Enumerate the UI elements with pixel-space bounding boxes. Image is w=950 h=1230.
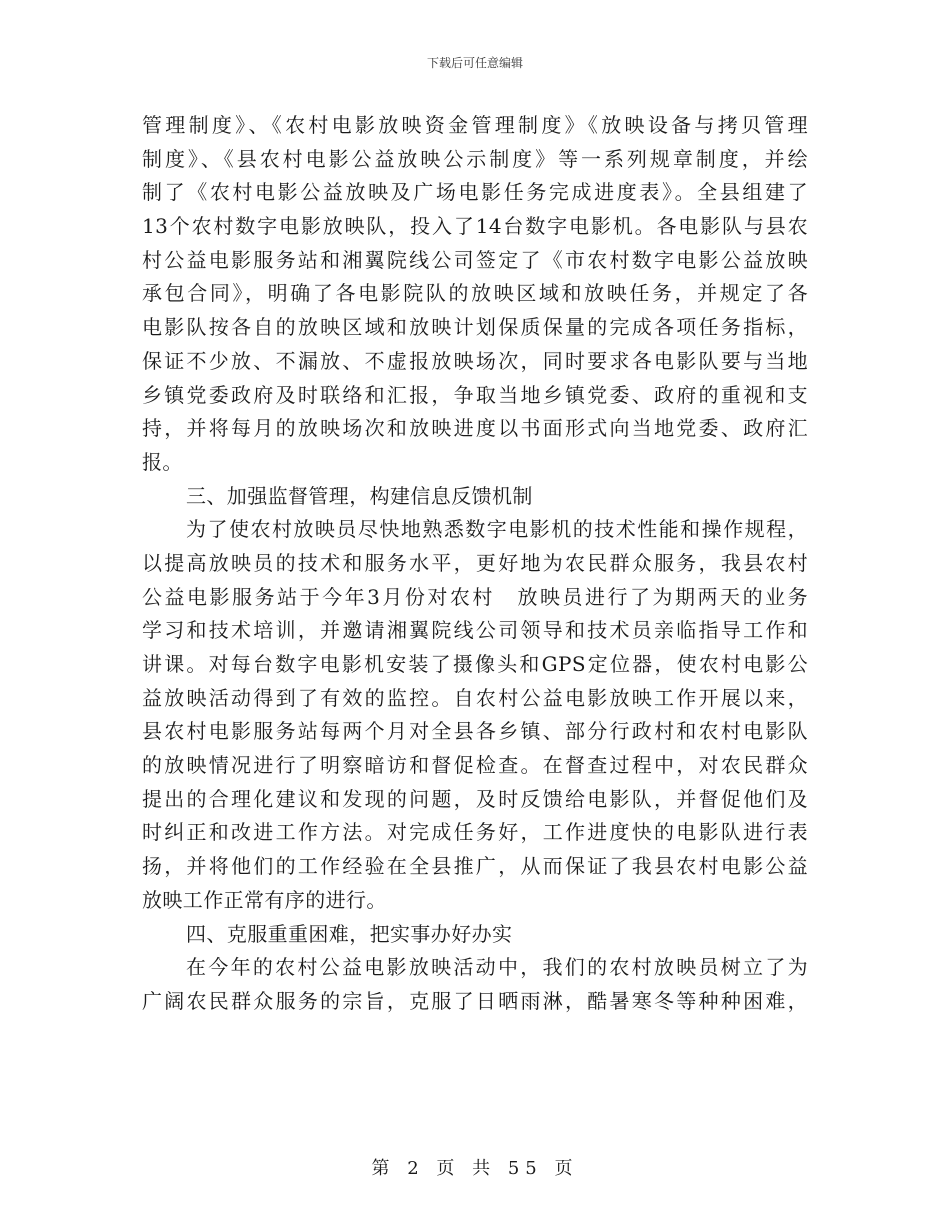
document-body [142,109,808,1019]
paragraph-line: 制度》、《县农村电影公益放映公示制度》等一系列规章制度，并绘 [142,146,808,171]
paragraph-line: 以提高放映员的技术和服务水平，更好地为农民群众服务，我县农村 [142,550,808,575]
paragraph-line: 县农村电影服务站每两个月对全县各乡镇、部分行政村和农村电影队 [142,719,808,744]
paragraph-line: 村公益电影服务站和湘翼院线公司签定了《市农村数字电影公益放映 [142,247,808,272]
paragraph-line: 讲课。对每台数字电影机安装了摄像头和GPS定位器，使农村电影公 [142,652,808,676]
paragraph-line: 保证不少放、不漏放、不虚报放映场次，同时要求各电影队要与当地 [142,348,808,373]
paragraph-line: 报。 [142,449,183,474]
paragraph-line: 广阔农民群众服务的宗旨，克服了日晒雨淋，酷暑寒冬等种种困难， [142,988,808,1013]
paragraph-line: 为了使农村放映员尽快地熟悉数字电影机的技术性能和操作规程， [186,517,808,542]
paragraph-line: 益放映活动得到了有效的监控。自农村公益电影放映工作开展以来， [142,685,808,710]
paragraph-line: 管理制度》、《农村电影放映资金管理制度》《放映设备与拷贝管理 [142,113,808,137]
paragraph-line: 公益电影服务站于今年3月份对农村 放映员进行了为期两天的业务 [142,584,808,609]
paragraph-line: 时纠正和改进工作方法。对完成任务好，工作进度快的电影队进行表 [142,820,808,845]
paragraph-line: 制了《农村电影公益放映及广场电影任务完成进度表》。全县组建了 [142,180,808,205]
paragraph-line: 学习和技术培训，并邀请湘翼院线公司领导和技术员亲临指导工作和 [142,618,808,643]
section-heading: 三、加强监督管理，构建信息反馈机制 [186,483,533,508]
paragraph-line: 提出的合理化建议和发现的问题，及时反馈给电影队，并督促他们及 [142,786,808,811]
section-heading: 四、克服重重困难，把实事办好办实 [186,921,513,946]
paragraph-line: 承包合同》，明确了各电影院队的放映区域和放映任务，并规定了各 [142,281,808,306]
paragraph-line: 放映工作正常有序的进行。 [142,887,387,912]
paragraph-line: 电影队按各自的放映区域和放映计划保质保量的完成各项任务指标， [142,315,808,340]
paragraph-line: 扬，并将他们的工作经验在全县推广，从而保证了我县农村电影公益 [142,854,808,879]
paragraph-line: 乡镇党委政府及时联络和汇报，争取当地乡镇党委、政府的重视和支 [142,382,808,407]
page-number: 第 2 页 共 55 页 [371,1158,579,1179]
paragraph-line: 13个农村数字电影放映队，投入了14台数字电影机。各电影队与县农 [142,214,808,239]
header-note: 下载后可任意编辑 [426,56,523,70]
paragraph-line: 的放映情况进行了明察暗访和督促检查。在督查过程中，对农民群众 [142,753,808,778]
paragraph-line: 持，并将每月的放映场次和放映进度以书面形式向当地党委、政府汇 [142,416,808,441]
paragraph-line: 在今年的农村公益电影放映活动中，我们的农村放映员树立了为 [186,955,808,980]
